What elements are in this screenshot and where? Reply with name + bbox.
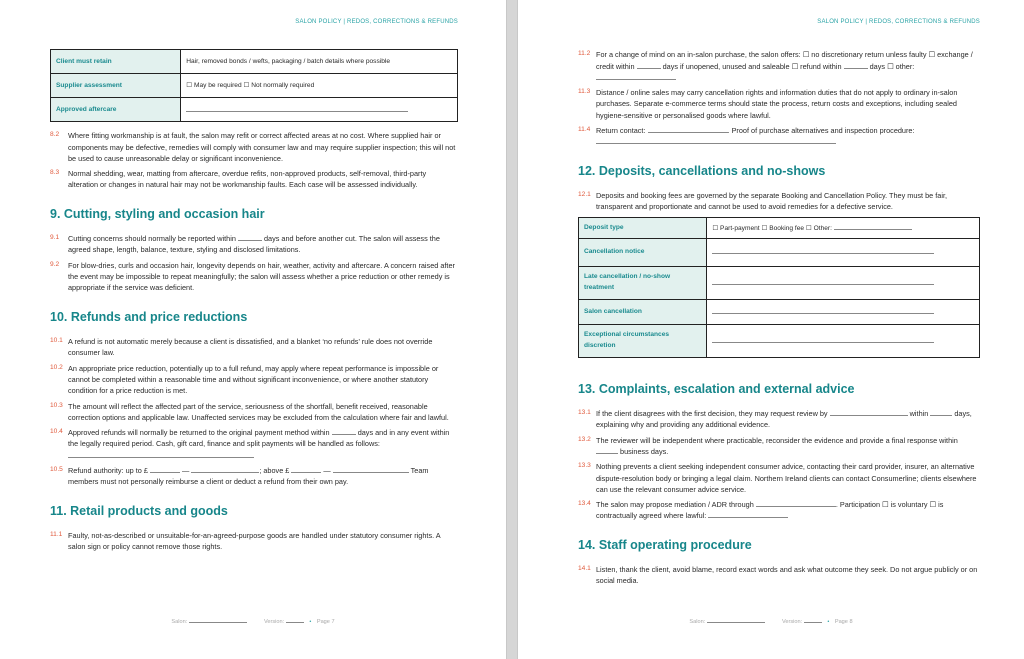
table-value: Hair, removed bonds / wefts, packaging / batch details where possible — [181, 50, 458, 74]
table-value — [707, 266, 980, 299]
clause-text: days, explaining why and providing any additional evidence. — [596, 409, 972, 430]
fill-in-line — [596, 446, 618, 454]
section-heading-9: 9. Cutting, styling and occasion hair — [50, 206, 265, 221]
hair-extension-table — [50, 49, 458, 122]
table-value — [707, 324, 980, 357]
clause-10-3 — [50, 401, 458, 424]
table-value — [181, 98, 458, 122]
fill-in-line — [712, 335, 934, 343]
clause-9-2 — [50, 260, 458, 294]
clause-number: 13.2 — [578, 435, 591, 443]
table-row — [51, 98, 458, 122]
clause-13-3 — [578, 461, 980, 495]
fill-in-line — [712, 277, 934, 285]
fill-in-line — [830, 408, 908, 416]
table-value: ☐ Part-payment ☐ Booking fee ☐ Other: — [707, 217, 980, 238]
table-row — [579, 238, 980, 266]
clause-13-4 — [578, 499, 980, 522]
fill-in-line — [286, 615, 304, 623]
fill-in-line — [844, 61, 868, 69]
fill-in-line — [804, 615, 822, 623]
clause-number: 10.2 — [50, 363, 63, 371]
table-label: Salon cancellation — [579, 299, 707, 324]
bullet-separator: • — [309, 619, 312, 626]
table-label: Cancellation notice — [579, 238, 707, 266]
clause-text: days and in any event within the legally required period. Cash, gift card, finance and split payments will be handled as follows: — [68, 428, 450, 449]
clause-13-1 — [578, 408, 980, 431]
table-value — [707, 299, 980, 324]
clause-text: Listen, thank the client, avoid blame, record exact words and ask what outcome they seek. Do not argue publicly or on social media. — [596, 565, 978, 586]
section-heading-11: 11. Retail products and goods — [50, 503, 228, 518]
fill-in-line — [189, 615, 247, 623]
clause-text: A refund is not automatic merely because a client is dissatisfied, and a blanket ‘no refunds’ rule does not override consumer law. — [68, 337, 433, 358]
fill-in-line — [707, 615, 765, 623]
section-heading-12: 12. Deposits, cancellations and no-shows — [578, 163, 826, 178]
clause-text: — — [181, 465, 190, 475]
fill-in-line — [596, 72, 676, 80]
clause-text: The amount will reflect the affected part of the service, seriousness of the shortfall, benefit received, reasonable correction options and applicable law. Unaffected services may be excluded from the calculation where fair and lawful. — [68, 401, 449, 422]
clause-number: 11.3 — [578, 88, 591, 96]
clause-number: 11.2 — [578, 50, 591, 58]
fill-in-line — [332, 427, 356, 435]
fill-in-line — [333, 465, 409, 473]
clause-8-2 — [50, 130, 458, 164]
clause-11-1 — [50, 530, 458, 553]
section-heading-10: 10. Refunds and price reductions — [50, 309, 248, 324]
clause-text: Approved refunds will normally be returned to the original payment method within — [68, 428, 330, 438]
footer-page-number: Page 8 — [834, 619, 853, 626]
footer-version-label: Version: — [263, 619, 285, 626]
deposits-table — [578, 217, 980, 358]
clause-text: ; above £ — [259, 465, 290, 475]
table-label: Approved aftercare — [51, 98, 181, 122]
clause-13-2 — [578, 435, 980, 458]
table-label: Client must retain — [51, 50, 181, 74]
fill-in-line — [637, 61, 661, 69]
table-label: Supplier assessment — [51, 74, 181, 98]
clause-number: 11.1 — [50, 530, 63, 538]
clause-text: Refund authority: up to £ — [68, 465, 148, 475]
clause-text: — — [323, 465, 331, 475]
clause-12-1 — [578, 190, 980, 213]
table-row — [579, 217, 980, 238]
fill-in-line — [186, 104, 408, 112]
section-heading-14: 14. Staff operating procedure — [578, 537, 752, 552]
clause-text: within — [909, 409, 929, 419]
clause-10-2 — [50, 363, 458, 397]
clause-text: Nothing prevents a client seeking independent consumer advice, contacting their card provider, insurer, an alternative dispute-resolution body or bringing a legal claim. Northern Ireland clients can contact Consumerline; clients elsewhere can use the relevant consumer advice service. — [596, 462, 977, 494]
running-header: SALON POLICY | REDOS, CORRECTIONS & REFUNDS — [295, 19, 458, 25]
fill-in-line — [712, 246, 934, 254]
clause-text: For a change of mind on an in-salon purchase, the salon offers: ☐ no discretionary return unless faulty ☐ exchange / credit within — [596, 50, 973, 71]
table-row — [579, 266, 980, 299]
clause-9-1 — [50, 233, 458, 256]
fill-in-line — [596, 136, 836, 144]
clause-text: days if unopened, unused and saleable ☐ refund within — [662, 61, 842, 71]
clause-number: 10.5 — [50, 465, 63, 473]
clause-number: 9.2 — [50, 260, 60, 268]
clause-text: Where fitting workmanship is at fault, the salon may refit or correct affected areas at no cost. Where supplied hair or components may be defective, remedies will comply with consumer law and may require supplier inspection; this will not be used to cause unreasonable delay or significant inconvenience. — [68, 131, 456, 163]
fill-in-line — [834, 222, 912, 230]
fill-in-line — [712, 306, 934, 314]
table-row — [579, 324, 980, 357]
clause-number: 8.2 — [50, 131, 60, 139]
clause-number: 12.1 — [578, 191, 591, 199]
table-value — [707, 238, 980, 266]
bullet-separator: • — [827, 619, 830, 626]
section-heading-13: 13. Complaints, escalation and external advice — [578, 381, 855, 396]
clause-text: . Participation ☐ is voluntary ☐ is contractually agreed where lawful: — [596, 500, 944, 521]
clause-text: days ☐ other: — [869, 61, 915, 71]
clause-11-4 — [578, 125, 980, 148]
clause-text: Distance / online sales may carry cancellation rights and information duties that do not apply to ordinary in-salon purchases. Separate e-commerce terms should state the process, return costs and exceptions, including sealed hygiene-sensitive or personalised goods where lawful. — [596, 88, 958, 120]
footer-version-label: Version: — [781, 619, 803, 626]
page-7 — [0, 0, 506, 659]
table-label: Exceptional circumstances discretion — [579, 324, 707, 357]
clause-text: An appropriate price reduction, potentially up to a full refund, may apply where repeat performance is impossible or cannot be completed within a reasonable time and without significant inconvenience, or where another statutory condition for a price reduction is met. — [68, 363, 439, 396]
table-label: Late cancellation / no-show treatment — [579, 266, 707, 299]
clause-11-3 — [578, 87, 980, 121]
clause-8-3 — [50, 168, 458, 191]
clause-number: 10.1 — [50, 337, 63, 345]
clause-text: The reviewer will be independent where practicable, reconsider the evidence and provide a final response within — [596, 435, 958, 445]
fill-in-line — [756, 499, 836, 507]
clause-number: 10.4 — [50, 428, 63, 436]
table-row — [51, 74, 458, 98]
clause-11-2 — [578, 49, 980, 83]
clause-text: business days. — [620, 446, 669, 456]
fill-in-line — [930, 408, 952, 416]
fill-in-line — [708, 510, 788, 518]
fill-in-line — [150, 465, 180, 473]
table-label: Deposit type — [579, 217, 707, 238]
clause-number: 13.1 — [578, 409, 591, 417]
table-value: ☐ May be required ☐ Not normally required — [181, 74, 458, 98]
clause-number: 8.3 — [50, 169, 60, 177]
clause-10-4 — [50, 427, 458, 461]
clause-text: . Proof of purchase alternatives and inspection procedure: — [727, 126, 915, 136]
clause-14-1 — [578, 564, 980, 587]
clause-number: 9.1 — [50, 234, 60, 242]
table-row — [51, 50, 458, 74]
clause-text: If the client disagrees with the first decision, they may request review by — [596, 409, 828, 419]
clause-text: The salon may propose mediation / ADR through — [596, 500, 754, 510]
clause-text: Return contact: — [596, 126, 646, 136]
fill-in-line — [191, 465, 259, 473]
running-header: SALON POLICY | REDOS, CORRECTIONS & REFUNDS — [817, 19, 980, 25]
clause-number: 11.4 — [578, 126, 591, 134]
clause-text: Deposits and booking fees are governed by the separate Booking and Cancellation Policy. They must be fair, transparent and proportionate and cannot be used to avoid remedies for a defective service. — [596, 191, 948, 212]
page-footer — [518, 615, 1024, 627]
fill-in-line — [238, 233, 262, 241]
page-footer — [0, 615, 506, 627]
page-divider — [506, 0, 518, 659]
clause-number: 10.3 — [50, 401, 63, 409]
fill-in-line — [68, 450, 254, 458]
table-row — [579, 299, 980, 324]
fill-in-line — [291, 465, 321, 473]
clause-number: 13.3 — [578, 462, 591, 470]
clause-10-5 — [50, 465, 458, 488]
footer-salon-label: Salon: — [689, 619, 706, 626]
clause-text: days and before another cut. The salon will assess the agreed shape, length, balance, texture, styling and disclosed limitations. — [68, 234, 440, 255]
clause-text: Faulty, not-as-described or unsuitable-for-an-agreed-purpose goods are handled under statutory consumer rights. A salon sign or policy cannot remove those rights. — [68, 530, 441, 552]
clause-text: Team members must not personally reimburse a client or deduct a refund from their own pay. — [68, 465, 429, 487]
clause-number: 13.4 — [578, 500, 591, 508]
fill-in-line — [648, 125, 728, 133]
clause-text: For blow-dries, curls and occasion hair, longevity depends on hair, weather, activity and aftercare. A concern raised after the event may be impossible to repeat meaningfully; the salon will assess whether a price reduction or other remedy is appropriate if the service was deficient. — [68, 260, 455, 293]
footer-salon-label: Salon: — [171, 619, 188, 626]
clause-text: Cutting concerns should normally be reported within — [68, 234, 236, 244]
clause-text: Normal shedding, wear, matting from aftercare, overdue refits, non-approved products, self-removal, third-party alteration or changes in natural hair may not be workmanship faults. Each case will be assessed individually. — [68, 169, 427, 190]
clause-10-1 — [50, 336, 458, 359]
clause-number: 14.1 — [578, 565, 591, 573]
page-8 — [518, 0, 1024, 659]
footer-page-number: Page 7 — [316, 619, 335, 626]
